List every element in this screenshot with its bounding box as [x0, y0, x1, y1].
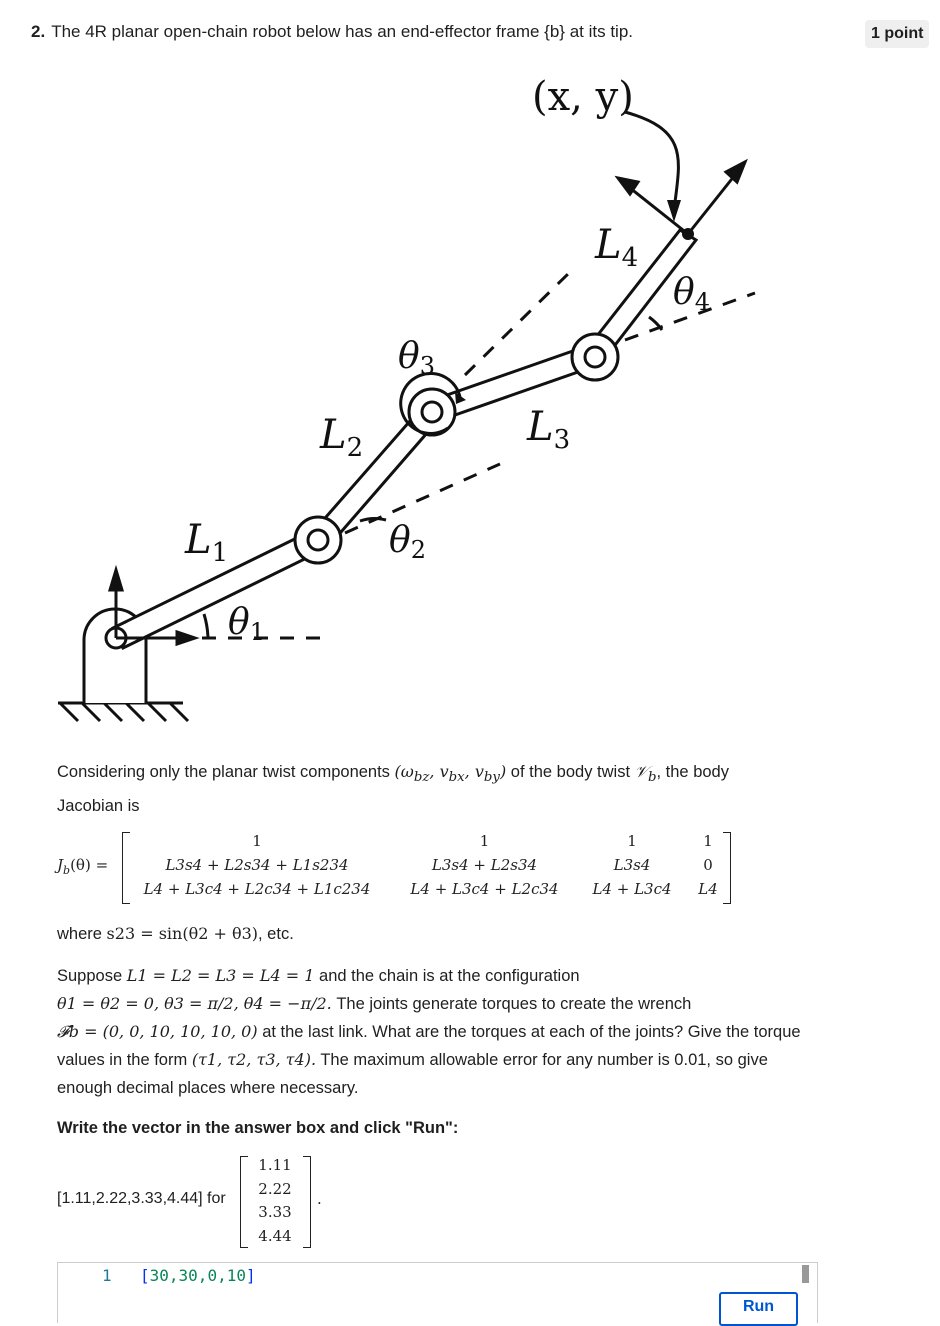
question-text: The 4R planar open-chain robot below has an end-effector frame {b} at its tip. — [51, 22, 634, 41]
answer-code[interactable]: [30,30,0,10] — [140, 1266, 256, 1285]
editor-scrollbar[interactable] — [802, 1265, 809, 1283]
label-theta1: θ1 — [228, 602, 265, 646]
ground-hatch — [58, 703, 188, 721]
label-L2: $L_2$ — [320, 412, 364, 463]
label-theta3: θ3 — [398, 336, 435, 380]
paragraph-twist: Considering only the planar twist components ($\omega_{bz}$, $v_{bx}$, $v_{by}$) of the body twist 𝒱$_b$, the body Jacobian is — [57, 762, 729, 816]
label-L3: $L_3$ — [527, 404, 571, 455]
question-number: 2. — [31, 22, 46, 41]
paragraph-configuration: Suppose L1 = L2 = L3 = L4 = 1 and the chain is at the configuration θ1 = θ2 = 0, θ3 = π/2, θ4 = −π/2. The joints generate torques to create the wrench 𝓕b = (0, 0, 10, 10, 10, 0) at the last link. What are the torques at each of the joints? Give the torque values in the form (τ1, τ2, τ3, τ4). The maximum allowable error for any number is 0.01, so give enough decimal places where necessary. — [57, 966, 801, 1097]
label-theta2: θ2 — [389, 520, 426, 564]
label-xy: (x, y) — [532, 74, 634, 120]
line-number: 1 — [102, 1266, 112, 1285]
instruction: Write the vector in the answer box and click "Run": — [57, 1119, 459, 1137]
points-badge: 1 point — [865, 20, 929, 48]
label-L4: $L_4$ — [595, 222, 639, 273]
example-vector: 1.11 2.22 3.33 4.44 — [258, 1156, 292, 1245]
where-note: where s23 = sin(θ2 + θ3), etc. — [57, 924, 294, 943]
label-L1: $L_1$ — [185, 517, 229, 568]
jacobian-label: $J_b(\theta)$ = — [57, 856, 109, 877]
label-theta4: θ4 — [673, 272, 710, 316]
robot-diagram — [40, 60, 800, 740]
run-button[interactable]: Run — [719, 1292, 798, 1326]
answer-editor[interactable] — [57, 1262, 818, 1323]
question-header — [31, 20, 633, 44]
